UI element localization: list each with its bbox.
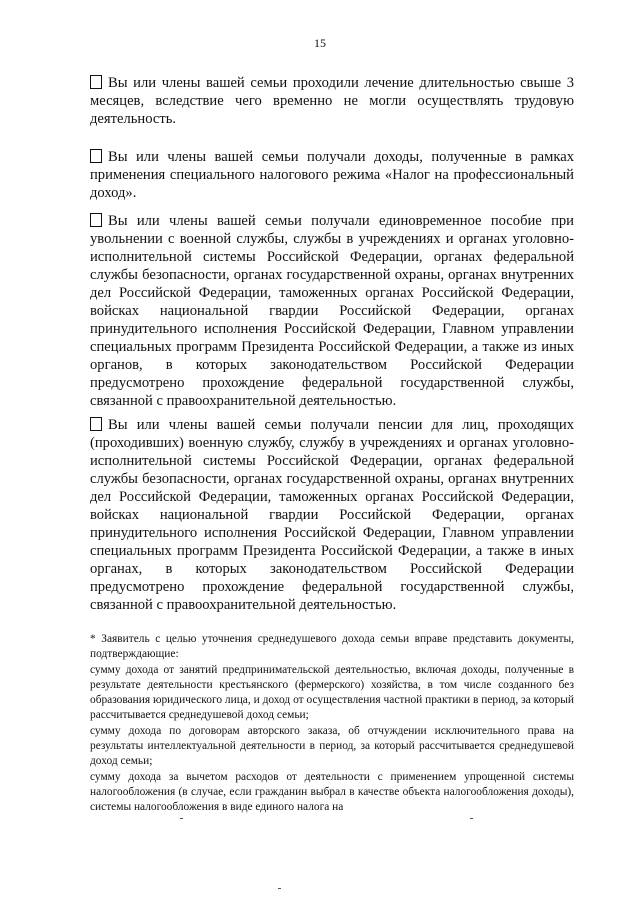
footnote-line: сумму дохода по договорам авторского заказа, об отчуждении исключительного права на результаты интеллектуальной деятельности в период, за который рассчитывается среднедушевой доход семьи; xyxy=(90,724,574,768)
checkbox[interactable] xyxy=(90,75,102,89)
checkbox-item-text: Вы или члены вашей семьи получали доходы, полученные в рамках применения специального налогового режима «Налог на профессиональный доход». xyxy=(90,149,574,201)
footnote-intro: * Заявитель с целью уточнения среднедушевого дохода семьи вправе представить документы, подтверждающие: xyxy=(90,633,574,661)
checkbox-item-professional-income-tax xyxy=(90,148,574,202)
checkbox[interactable] xyxy=(90,149,102,163)
checkbox-item-text: Вы или члены вашей семьи проходили лечение длительностью свыше 3 месяцев, вследствие чего временно не могли осуществлять трудовую деятельность. xyxy=(90,75,574,127)
checkbox[interactable] xyxy=(90,213,102,227)
page-number: 15 xyxy=(314,36,326,50)
checkbox-item-long-treatment xyxy=(90,74,574,128)
checkbox-item-severance-allowance xyxy=(90,212,574,410)
scan-speck xyxy=(278,888,281,889)
scan-speck xyxy=(180,818,183,819)
footnote xyxy=(90,632,574,816)
checkbox-item-text: Вы или члены вашей семьи получали единовременное пособие при увольнении с военной службы, службы в учреждениях и органах уголовно-исполнительной системы Российской Федерации, органах федеральной службы безопасности, органах государственной охраны, органах внутренних дел Российской Федерации, таможенных органах Российской Федерации, войсках национальной гвардии Российской Федерации, органах принудительного исполнения Российской Федерации, Главном управлении специальных программ Президента Российской Федерации, а также из иных органов, в которых законодательством Российской Федерации предусмотрено прохождение федеральной государственной службы, связанной с правоохранительной деятельностью. xyxy=(90,213,574,409)
footnote-line: сумму дохода за вычетом расходов от деятельности с применением упрощенной системы налогообложения (в случае, если гражданин выбрал в качестве объекта налогообложения доходы), системы налогообложения в виде единого налога на xyxy=(90,770,574,814)
scan-speck xyxy=(470,818,473,819)
checkbox[interactable] xyxy=(90,417,102,431)
footnote-line: сумму дохода от занятий предпринимательской деятельностью, включая доходы, полученные в результате деятельности крестьянского (фермерского) хозяйства, в том числе созданного без образования юридического лица, и доход от осуществления частной практики в период, за который рассчитывается среднедушевой доход семьи; xyxy=(90,663,574,722)
checkbox-item-service-pension xyxy=(90,416,574,614)
checkbox-item-text: Вы или члены вашей семьи получали пенсии для лиц, проходящих (проходивших) военную службу, службу в учреждениях и органах уголовно-исполнительной системы Российской Федерации, органах федеральной службы безопасности, органах государственной охраны, органах внутренних дел Российской Федерации, таможенных органах Российской Федерации, войсках национальной гвардии Российской Федерации, органах принудительного исполнения Российской Федерации, Главном управлении специальных программ Президента Российской Федерации, а также в иных органах, в которых законодательством Российской Федерации предусмотрено прохождение федеральной государственной службы, связанной с правоохранительной деятельностью. xyxy=(90,417,574,613)
